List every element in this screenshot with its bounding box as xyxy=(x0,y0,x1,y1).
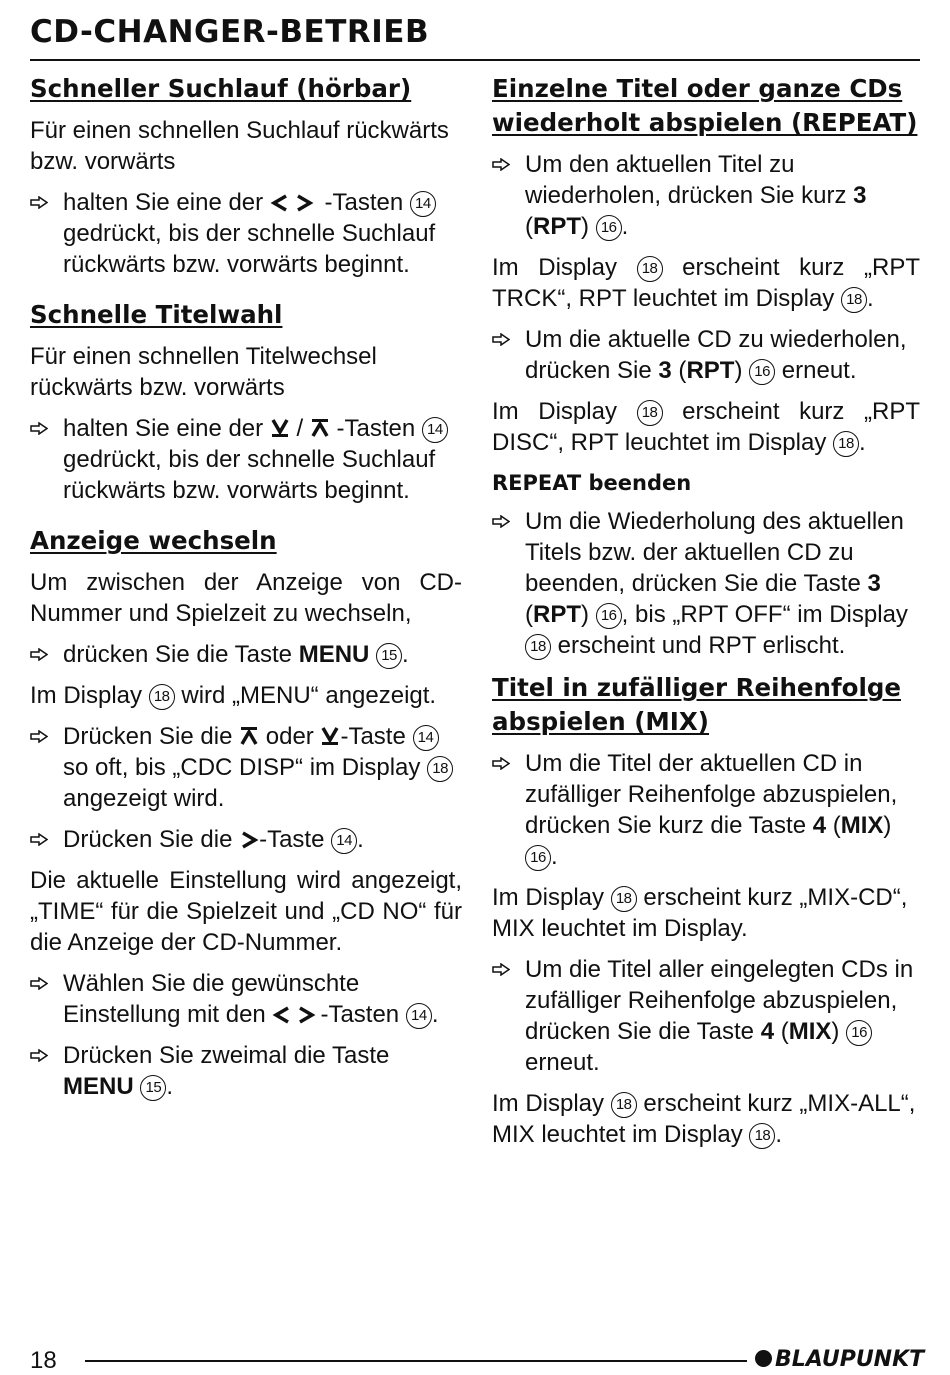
bullet-arrow-icon xyxy=(30,422,48,435)
reference-number-badge: 14 xyxy=(413,725,439,751)
reference-number-badge: 16 xyxy=(596,603,622,629)
reference-number-badge: 14 xyxy=(331,828,357,854)
section-heading-fast-search: Schneller Suchlauf (hörbar) xyxy=(30,74,412,103)
up-key-icon xyxy=(310,418,330,438)
paragraph: Die aktuelle Einstellung wird angezeigt, „TIME“ für die Spielzeit und „CD NO“ für die Anzeige der CD-Nummer. xyxy=(30,867,462,956)
bullet-arrow-icon xyxy=(492,158,510,171)
subheading-repeat-end: REPEAT beenden xyxy=(492,471,692,495)
reference-number-badge: 16 xyxy=(749,359,775,385)
page-title: CD-CHANGER-BETRIEB xyxy=(30,14,430,50)
bullet-arrow-icon xyxy=(492,757,510,770)
reference-number-badge: 18 xyxy=(749,1123,775,1149)
bullet-arrow-icon xyxy=(30,196,48,209)
instruction-item: Drücken Sie die oder -Taste 14 so oft, bis „CDC DISP“ im Display 18 angezeigt wird. xyxy=(30,721,462,814)
section-heading-mix: Titel in zufälliger Reihenfolge abspielen (MIX) xyxy=(492,673,902,736)
section-heading-fast-track: Schnelle Titelwahl xyxy=(30,300,283,329)
paragraph: Im Display 18 erscheint kurz „MIX-ALL“, MIX leuchtet im Display 18 . xyxy=(492,1090,916,1148)
reference-number-badge: 18 xyxy=(637,256,663,282)
bullet-arrow-icon xyxy=(30,730,48,743)
reference-number-badge: 16 xyxy=(525,845,551,871)
reference-number-badge: 18 xyxy=(525,634,551,660)
bullet-arrow-icon xyxy=(492,333,510,346)
reference-number-badge: 14 xyxy=(422,417,448,443)
paragraph: Im Display 18 wird „MENU“ angezeigt. xyxy=(30,682,437,709)
bullet-arrow-icon xyxy=(30,977,48,990)
paragraph: Für einen schnellen Suchlauf rückwärts bzw. vorwärts xyxy=(30,117,449,175)
paragraph: Im Display 18 erscheint kurz „RPT TRCK“, RPT leuchtet im Display 18 . xyxy=(492,254,921,312)
instruction-item: Um die aktuelle CD zu wiederholen, drücken Sie 3 (RPT) 16 erneut. xyxy=(492,324,920,386)
instruction-item: Um die Titel der aktuellen CD in zufälliger Reihenfolge abzuspielen, drücken Sie kurz die Taste 4 (MIX) 16 . xyxy=(492,748,920,872)
instruction-item: Um die Titel aller eingelegten CDs in zufälliger Reihenfolge abzuspielen, drücken Sie die Taste 4 (MIX) 16 erneut. xyxy=(492,954,920,1078)
section-heading-repeat: Einzelne Titel oder ganze CDs wiederholt abspielen (REPEAT) xyxy=(492,74,918,137)
right-column xyxy=(492,72,920,1160)
instruction-item: Um die Wiederholung des aktuellen Titels bzw. der aktuellen CD zu beenden, drücken Sie die Taste 3 (RPT) 16 , bis „RPT OFF“ im Display 18 erscheint und RPT erlischt. xyxy=(492,506,920,661)
bullet-arrow-icon xyxy=(30,1049,48,1062)
instruction-item: Wählen Sie die gewünschte Einstellung mit den -Tasten 14 . xyxy=(30,968,462,1030)
left-column xyxy=(30,72,462,1112)
paragraph: Im Display 18 erscheint kurz „RPT DISC“, RPT leuchtet im Display 18 . xyxy=(492,398,921,456)
bullet-arrow-icon xyxy=(492,515,510,528)
reference-number-badge: 14 xyxy=(410,191,436,217)
reference-number-badge: 18 xyxy=(637,400,663,426)
instruction-item: Um den aktuellen Titel zu wiederholen, drücken Sie kurz 3 (RPT) 16 . xyxy=(492,149,920,242)
instruction-item: halten Sie eine der / -Tasten 14 gedrückt, bis der schnelle Suchlauf rückwärts bzw. vorwärts beginnt. xyxy=(30,413,462,506)
bullet-arrow-icon xyxy=(30,833,48,846)
right-key-icon xyxy=(239,831,259,849)
down-key-icon xyxy=(270,418,290,438)
paragraph: Im Display 18 erscheint kurz „MIX-CD“, MIX leuchtet im Display. xyxy=(492,884,908,942)
brand-logo: BLAUPUNKT xyxy=(755,1347,924,1372)
footer-rule xyxy=(85,1360,747,1362)
section-heading-display: Anzeige wechseln xyxy=(30,526,277,555)
up-key-icon xyxy=(239,726,259,746)
paragraph: Für einen schnellen Titelwechsel rückwärts bzw. vorwärts xyxy=(30,343,377,401)
bullet-arrow-icon xyxy=(30,648,48,661)
instruction-item: drücken Sie die Taste MENU 15 . xyxy=(30,639,462,670)
title-rule xyxy=(30,59,920,61)
reference-number-badge: 14 xyxy=(406,1003,432,1029)
reference-number-badge: 18 xyxy=(833,431,859,457)
reference-number-badge: 18 xyxy=(611,886,637,912)
reference-number-badge: 15 xyxy=(140,1075,166,1101)
instruction-item: Drücken Sie die -Taste 14 . xyxy=(30,824,462,855)
paragraph: Um zwischen der Anzeige von CD-Nummer und Spielzeit zu wechseln, xyxy=(30,569,462,627)
left-right-keys-icon xyxy=(272,1006,320,1024)
reference-number-badge: 18 xyxy=(149,684,175,710)
page-number: 18 xyxy=(30,1347,57,1374)
reference-number-badge: 16 xyxy=(846,1020,872,1046)
reference-number-badge: 18 xyxy=(841,287,867,313)
down-key-icon xyxy=(320,726,340,746)
reference-number-badge: 16 xyxy=(596,215,622,241)
reference-number-badge: 15 xyxy=(376,643,402,669)
logo-dot-icon xyxy=(755,1350,772,1367)
instruction-item: Drücken Sie zweimal die Taste MENU 15 . xyxy=(30,1040,462,1102)
reference-number-badge: 18 xyxy=(427,756,453,782)
instruction-item: halten Sie eine der -Tasten 14 gedrückt, bis der schnelle Suchlauf rückwärts bzw. vorwärts beginnt. xyxy=(30,187,462,280)
reference-number-badge: 18 xyxy=(611,1092,637,1118)
left-right-keys-icon xyxy=(270,194,318,212)
bullet-arrow-icon xyxy=(492,963,510,976)
